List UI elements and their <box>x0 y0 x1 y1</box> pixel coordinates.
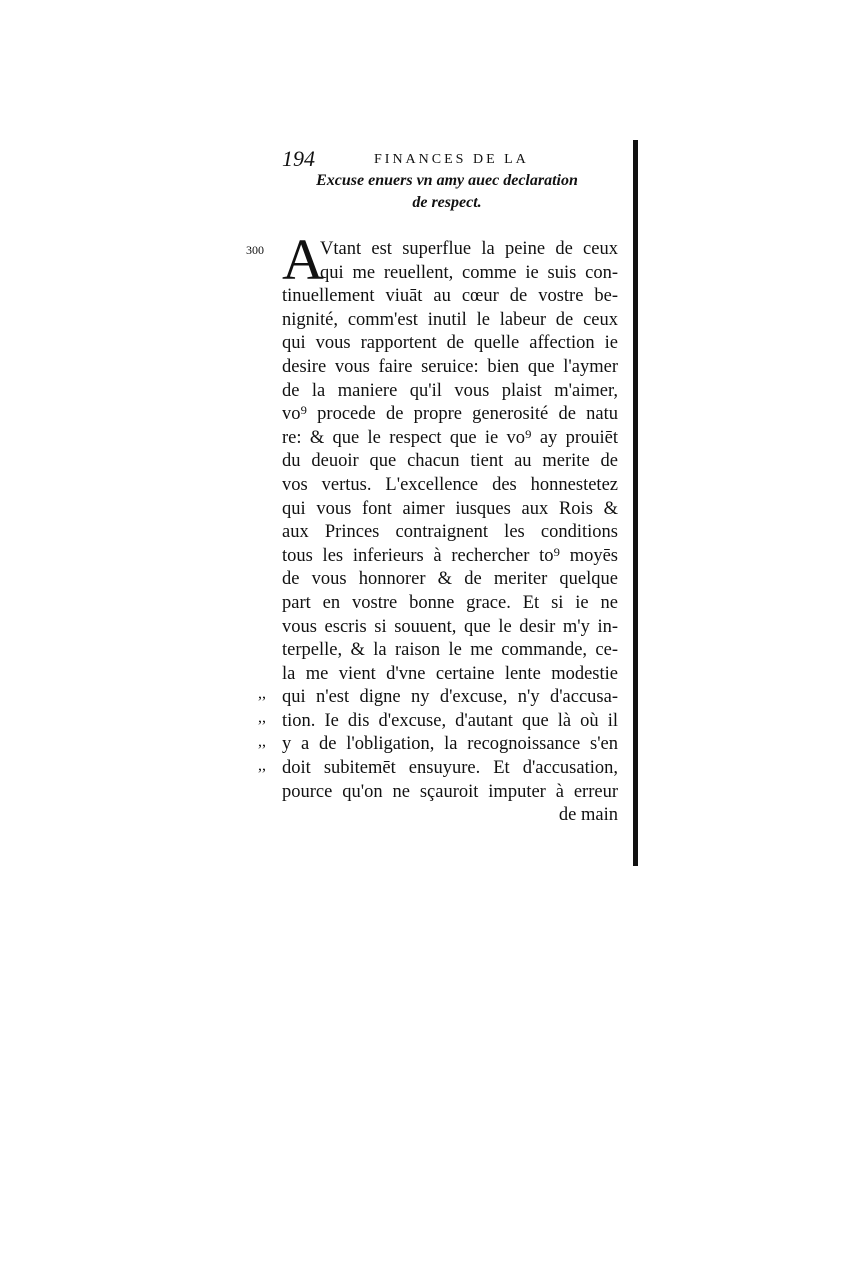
text-line: doit subitemēt ensuyure. Et d'accusation, <box>282 758 618 779</box>
text-line: aux Princes contraignent les conditions <box>282 522 618 543</box>
drop-cap-initial: A <box>282 227 324 292</box>
text-line: re: & que le respect que ie vo⁹ ay prouiēt <box>282 427 618 448</box>
text-line: de la maniere qu'il vous plaist m'aimer, <box>282 380 618 401</box>
marginal-quote-mark: ,, <box>258 709 266 726</box>
margin-number: 300 <box>246 243 264 257</box>
text-line: desire vous faire seruice: bien que l'aymer <box>282 356 618 377</box>
marginal-quote-mark: ,, <box>258 733 266 750</box>
section-heading <box>282 170 612 214</box>
page-number: 194 <box>282 146 315 171</box>
text-line: nignité, comm'est inutil le labeur de ceux <box>282 309 618 330</box>
text-line: part en vostre bonne grace. Et si ie ne <box>282 592 618 613</box>
marginal-quote-mark: ,, <box>258 685 266 702</box>
text-line: vous escris si souuent, que le desir m'y in- <box>282 616 618 637</box>
text-line: qui n'est digne ny d'excuse, n'y d'accusa- <box>282 687 618 708</box>
text-line: la me vient d'vne certaine lente modestie <box>282 663 618 684</box>
text-line: qui me reuellent, comme ie suis con- <box>320 262 618 283</box>
section-heading-line-2: de respect. <box>412 194 482 211</box>
text-line: Vtant est superflue la peine de ceux <box>320 239 618 259</box>
section-heading-line-1: Excuse enuers vn amy auec declaration <box>316 172 578 189</box>
text-line: y a de l'obligation, la recognoissance s'en <box>282 734 618 755</box>
catchword: de main <box>558 805 618 826</box>
text-line: qui vous rapportent de quelle affection ie <box>282 333 618 354</box>
running-head: FINANCES DE LA <box>374 152 529 167</box>
marginal-quote-mark: ,, <box>258 757 266 774</box>
text-line: qui vous font aimer iusques aux Rois & <box>282 498 618 519</box>
text-line: tinuellement viuāt au cœur de vostre be- <box>282 286 618 307</box>
text-line: tion. Ie dis d'excuse, d'autant que là où il <box>282 710 618 731</box>
text-line: de vous honnorer & de meriter quelque <box>282 569 618 590</box>
text-line: terpelle, & la raison le me commande, ce- <box>282 640 618 661</box>
binding-edge-rule <box>633 140 638 866</box>
text-line: pource qu'on ne sçauroit imputer à erreur <box>282 781 618 802</box>
text-line: du deuoir que chacun tient au merite de <box>282 451 618 472</box>
text-line: vo⁹ procede de propre generosité de natu <box>282 404 618 425</box>
body-text <box>282 227 618 828</box>
text-line: vos vertus. L'excellence des honnestetez <box>282 474 618 495</box>
text-line: tous les inferieurs à rechercher to⁹ moyēs <box>282 545 618 566</box>
